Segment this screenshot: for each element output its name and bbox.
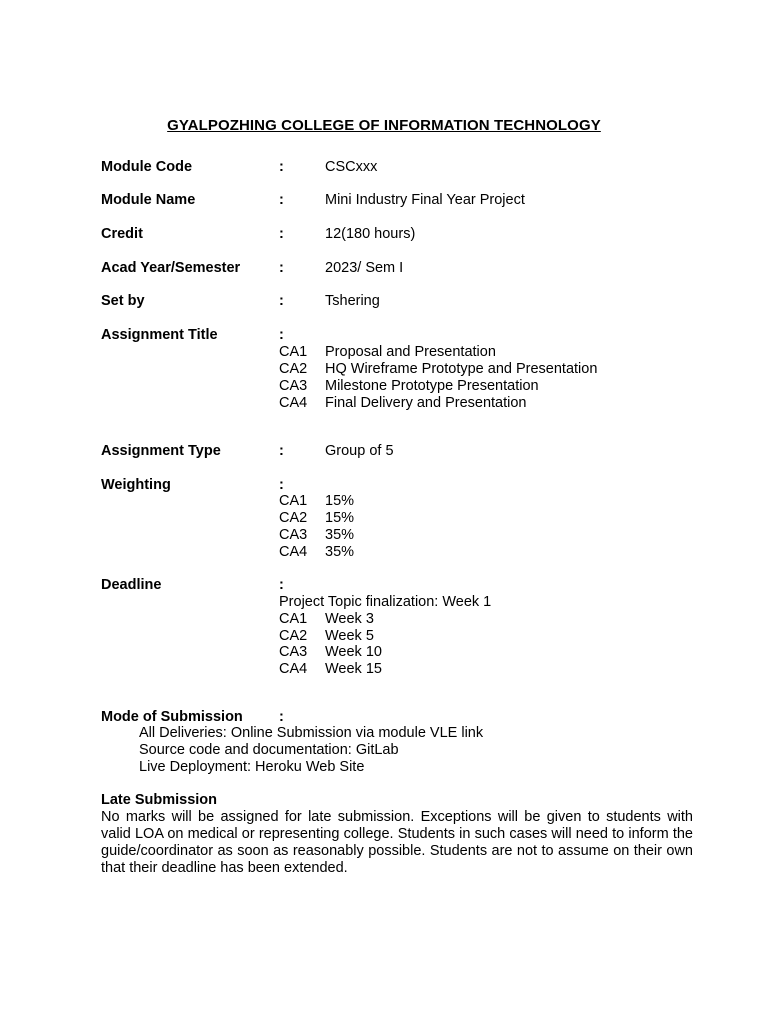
module-name-row bbox=[0, 191, 768, 209]
assignment-title-label: Assignment Title bbox=[101, 327, 218, 343]
module-name-value: Mini Industry Final Year Project bbox=[325, 192, 525, 208]
ca-weight: 35% bbox=[325, 527, 355, 543]
ca-weight: 15% bbox=[325, 510, 355, 526]
list-item bbox=[0, 394, 768, 412]
ca-code: CA4 bbox=[279, 544, 308, 560]
acad-year-label: Acad Year/Semester bbox=[101, 260, 241, 276]
ca-text: HQ Wireframe Prototype and Presentation bbox=[325, 361, 598, 377]
list-item bbox=[0, 492, 768, 510]
ca-text: Proposal and Presentation bbox=[325, 344, 496, 360]
assignment-type-row bbox=[0, 442, 768, 460]
separator: : bbox=[279, 192, 284, 208]
list-item bbox=[0, 509, 768, 527]
set-by-label: Set by bbox=[101, 293, 145, 309]
separator: : bbox=[279, 443, 284, 459]
module-code-label: Module Code bbox=[101, 159, 193, 175]
submission-line: All Deliveries: Online Submission via module VLE link bbox=[139, 725, 484, 741]
ca-text: Milestone Prototype Presentation bbox=[325, 378, 539, 394]
list-item bbox=[0, 543, 768, 561]
ca-deadline: Week 10 bbox=[325, 644, 382, 660]
module-code-row bbox=[0, 158, 768, 176]
list-item bbox=[0, 360, 768, 378]
mode-of-submission-row bbox=[0, 708, 768, 726]
list-item bbox=[0, 643, 768, 661]
ca-code: CA4 bbox=[279, 661, 308, 677]
late-submission-paragraph: No marks will be assigned for late submission. Exceptions will be given to students with valid LOA on medical or representing college. Students in such cases will need to inform the guide/coordinator as soon as reasonably possible. Students are not to assume on their own that their deadline has been extended. bbox=[101, 809, 693, 876]
ca-text: Final Delivery and Presentation bbox=[325, 395, 527, 411]
ca-code: CA3 bbox=[279, 527, 308, 543]
separator: : bbox=[279, 260, 284, 276]
list-item bbox=[0, 660, 768, 678]
assignment-type-label: Assignment Type bbox=[101, 443, 221, 459]
credit-label: Credit bbox=[101, 226, 143, 242]
module-name-label: Module Name bbox=[101, 192, 196, 208]
ca-code: CA1 bbox=[279, 611, 308, 627]
college-title: GYALPOZHING COLLEGE OF INFORMATION TECHNOLOGY bbox=[167, 117, 601, 134]
deadline-intro: Project Topic finalization: Week 1 bbox=[279, 594, 492, 610]
credit-row bbox=[0, 225, 768, 243]
ca-code: CA1 bbox=[279, 344, 308, 360]
ca-code: CA4 bbox=[279, 395, 308, 411]
separator: : bbox=[279, 327, 284, 343]
acad-year-row bbox=[0, 259, 768, 277]
late-submission-heading: Late Submission bbox=[101, 792, 218, 808]
list-item bbox=[0, 526, 768, 544]
ca-deadline: Week 15 bbox=[325, 661, 382, 677]
separator: : bbox=[279, 159, 284, 175]
ca-deadline: Week 5 bbox=[325, 628, 374, 644]
ca-weight: 35% bbox=[325, 544, 355, 560]
set-by-row bbox=[0, 292, 768, 310]
module-code-value: CSCxxx bbox=[325, 159, 378, 175]
submission-line: Live Deployment: Heroku Web Site bbox=[139, 759, 365, 775]
mode-of-submission-label: Mode of Submission bbox=[101, 709, 243, 725]
list-item bbox=[0, 377, 768, 395]
ca-code: CA2 bbox=[279, 510, 308, 526]
set-by-value: Tshering bbox=[325, 293, 380, 309]
deadline-label: Deadline bbox=[101, 577, 162, 593]
separator: : bbox=[279, 477, 284, 493]
assignment-title-row bbox=[0, 326, 768, 344]
ca-code: CA3 bbox=[279, 644, 308, 660]
separator: : bbox=[279, 293, 284, 309]
list-item bbox=[0, 610, 768, 628]
weighting-label: Weighting bbox=[101, 477, 171, 493]
ca-code: CA2 bbox=[279, 361, 308, 377]
deadline-intro-row bbox=[0, 593, 768, 611]
assignment-type-value: Group of 5 bbox=[325, 443, 394, 459]
ca-deadline: Week 3 bbox=[325, 611, 374, 627]
ca-weight: 15% bbox=[325, 493, 355, 509]
separator: : bbox=[279, 226, 284, 242]
separator: : bbox=[279, 709, 284, 725]
ca-code: CA3 bbox=[279, 378, 308, 394]
credit-value: 12(180 hours) bbox=[325, 226, 416, 242]
list-item bbox=[0, 343, 768, 361]
acad-year-value: 2023/ Sem I bbox=[325, 260, 404, 276]
submission-line: Source code and documentation: GitLab bbox=[139, 742, 399, 758]
separator: : bbox=[279, 577, 284, 593]
deadline-row bbox=[0, 576, 768, 594]
ca-code: CA2 bbox=[279, 628, 308, 644]
ca-code: CA1 bbox=[279, 493, 308, 509]
